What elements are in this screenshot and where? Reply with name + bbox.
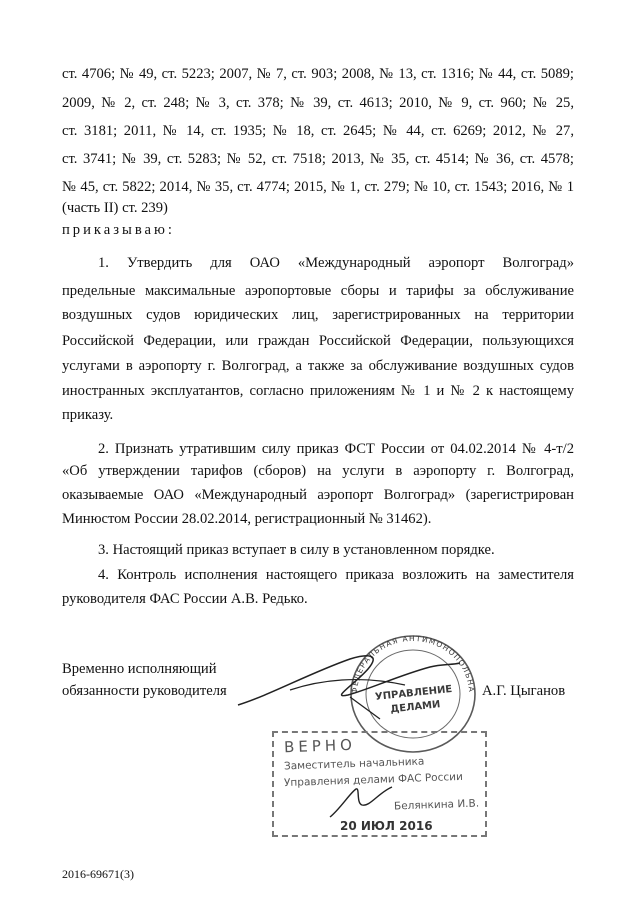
certified-copy-stamp bbox=[272, 731, 487, 837]
certified-line1: Заместитель начальника bbox=[283, 755, 425, 773]
paragraph-line: руководителя ФАС России А.В. Редько. bbox=[62, 591, 308, 607]
document-number: 2016-69671(3) bbox=[62, 867, 134, 881]
seal-ring-text: ФЕДЕРАЛЬНАЯ АНТИМОНОПОЛЬНАЯ СЛУЖБА bbox=[340, 621, 477, 695]
citation-line: (часть II) ст. 239) bbox=[62, 200, 168, 216]
certifier-signature bbox=[326, 783, 396, 823]
signer-name: А.Г. Цыганов bbox=[482, 683, 566, 699]
certified-name: Белянкина И.В. bbox=[393, 797, 480, 813]
orders-word: приказываю: bbox=[62, 222, 175, 238]
paragraph-line: 2. Признать утратившим силу приказ ФСТ России от 04.02.2014 № 4-т/2 bbox=[98, 441, 574, 457]
paragraph-line: Минюстом России 28.02.2014, регистрационный № 31462). bbox=[62, 511, 432, 527]
paragraph-line: предельные максимальные аэропортовые сборы и тарифы за обслуживание bbox=[62, 283, 574, 299]
certified-line2: Управления делами ФАС России bbox=[283, 770, 464, 790]
citation-line: ст. 3741; № 39, ст. 5283; № 52, ст. 7518; 2013, № 35, ст. 4514; № 36, ст. 4578; bbox=[62, 151, 574, 167]
paragraph-line: «Об утверждении тарифов (сборов) на услуги в аэропорту г. Волгоград, bbox=[62, 463, 574, 479]
signer-title-line2: обязанности руководителя bbox=[62, 683, 227, 699]
citation-line: 2009, № 2, ст. 248; № 3, ст. 378; № 39, ст. 4613; 2010, № 9, ст. 960; № 25, bbox=[62, 95, 574, 111]
signer-title-line1: Временно исполняющий bbox=[62, 661, 217, 677]
paragraph-line: Российской Федерации, или граждан Российской Федерации, пользующихся bbox=[62, 333, 574, 349]
citation-line: № 45, ст. 5822; 2014, № 35, ст. 4774; 2015, № 1, ст. 279; № 10, ст. 1543; 2016, № 1 bbox=[62, 179, 574, 195]
paragraph-line: 4. Контроль исполнения настоящего приказа возложить на заместителя bbox=[98, 567, 574, 583]
seal-center-line1: УПРАВЛЕНИЕ bbox=[374, 683, 453, 703]
certified-date: 20 ИЮЛ 2016 bbox=[340, 819, 433, 833]
paragraph-3: 3. Настоящий приказ вступает в силу в установленном порядке. bbox=[98, 542, 495, 558]
citation-line: ст. 3181; 2011, № 14, ст. 1935; № 18, ст. 2645; № 44, ст. 6269; 2012, № 27, bbox=[62, 123, 574, 139]
paragraph-line: воздушных судов юридических лиц, зарегистрированных на территории bbox=[62, 307, 574, 323]
citation-line: ст. 4706; № 49, ст. 5223; 2007, № 7, ст. 903; 2008, № 13, ст. 1316; № 44, ст. 5089; bbox=[62, 66, 574, 82]
seal-center-line2: ДЕЛАМИ bbox=[389, 699, 441, 716]
handwritten-signature bbox=[230, 645, 470, 725]
paragraph-line: оказываемые ОАО «Международный аэропорт Волгоград» (зарегистрирован bbox=[62, 487, 574, 503]
paragraph-line: услугами в аэропорту г. Волгоград, а также за обслуживание воздушных судов bbox=[62, 358, 574, 374]
paragraph-line: иностранных эксплуатантов, согласно приложениям № 1 и № 2 к настоящему bbox=[62, 383, 574, 399]
paragraph-line: 1. Утвердить для ОАО «Международный аэропорт Волгоград» bbox=[98, 255, 574, 271]
certified-heading: ВЕРНО bbox=[283, 735, 357, 757]
paragraph-line: приказу. bbox=[62, 407, 114, 423]
